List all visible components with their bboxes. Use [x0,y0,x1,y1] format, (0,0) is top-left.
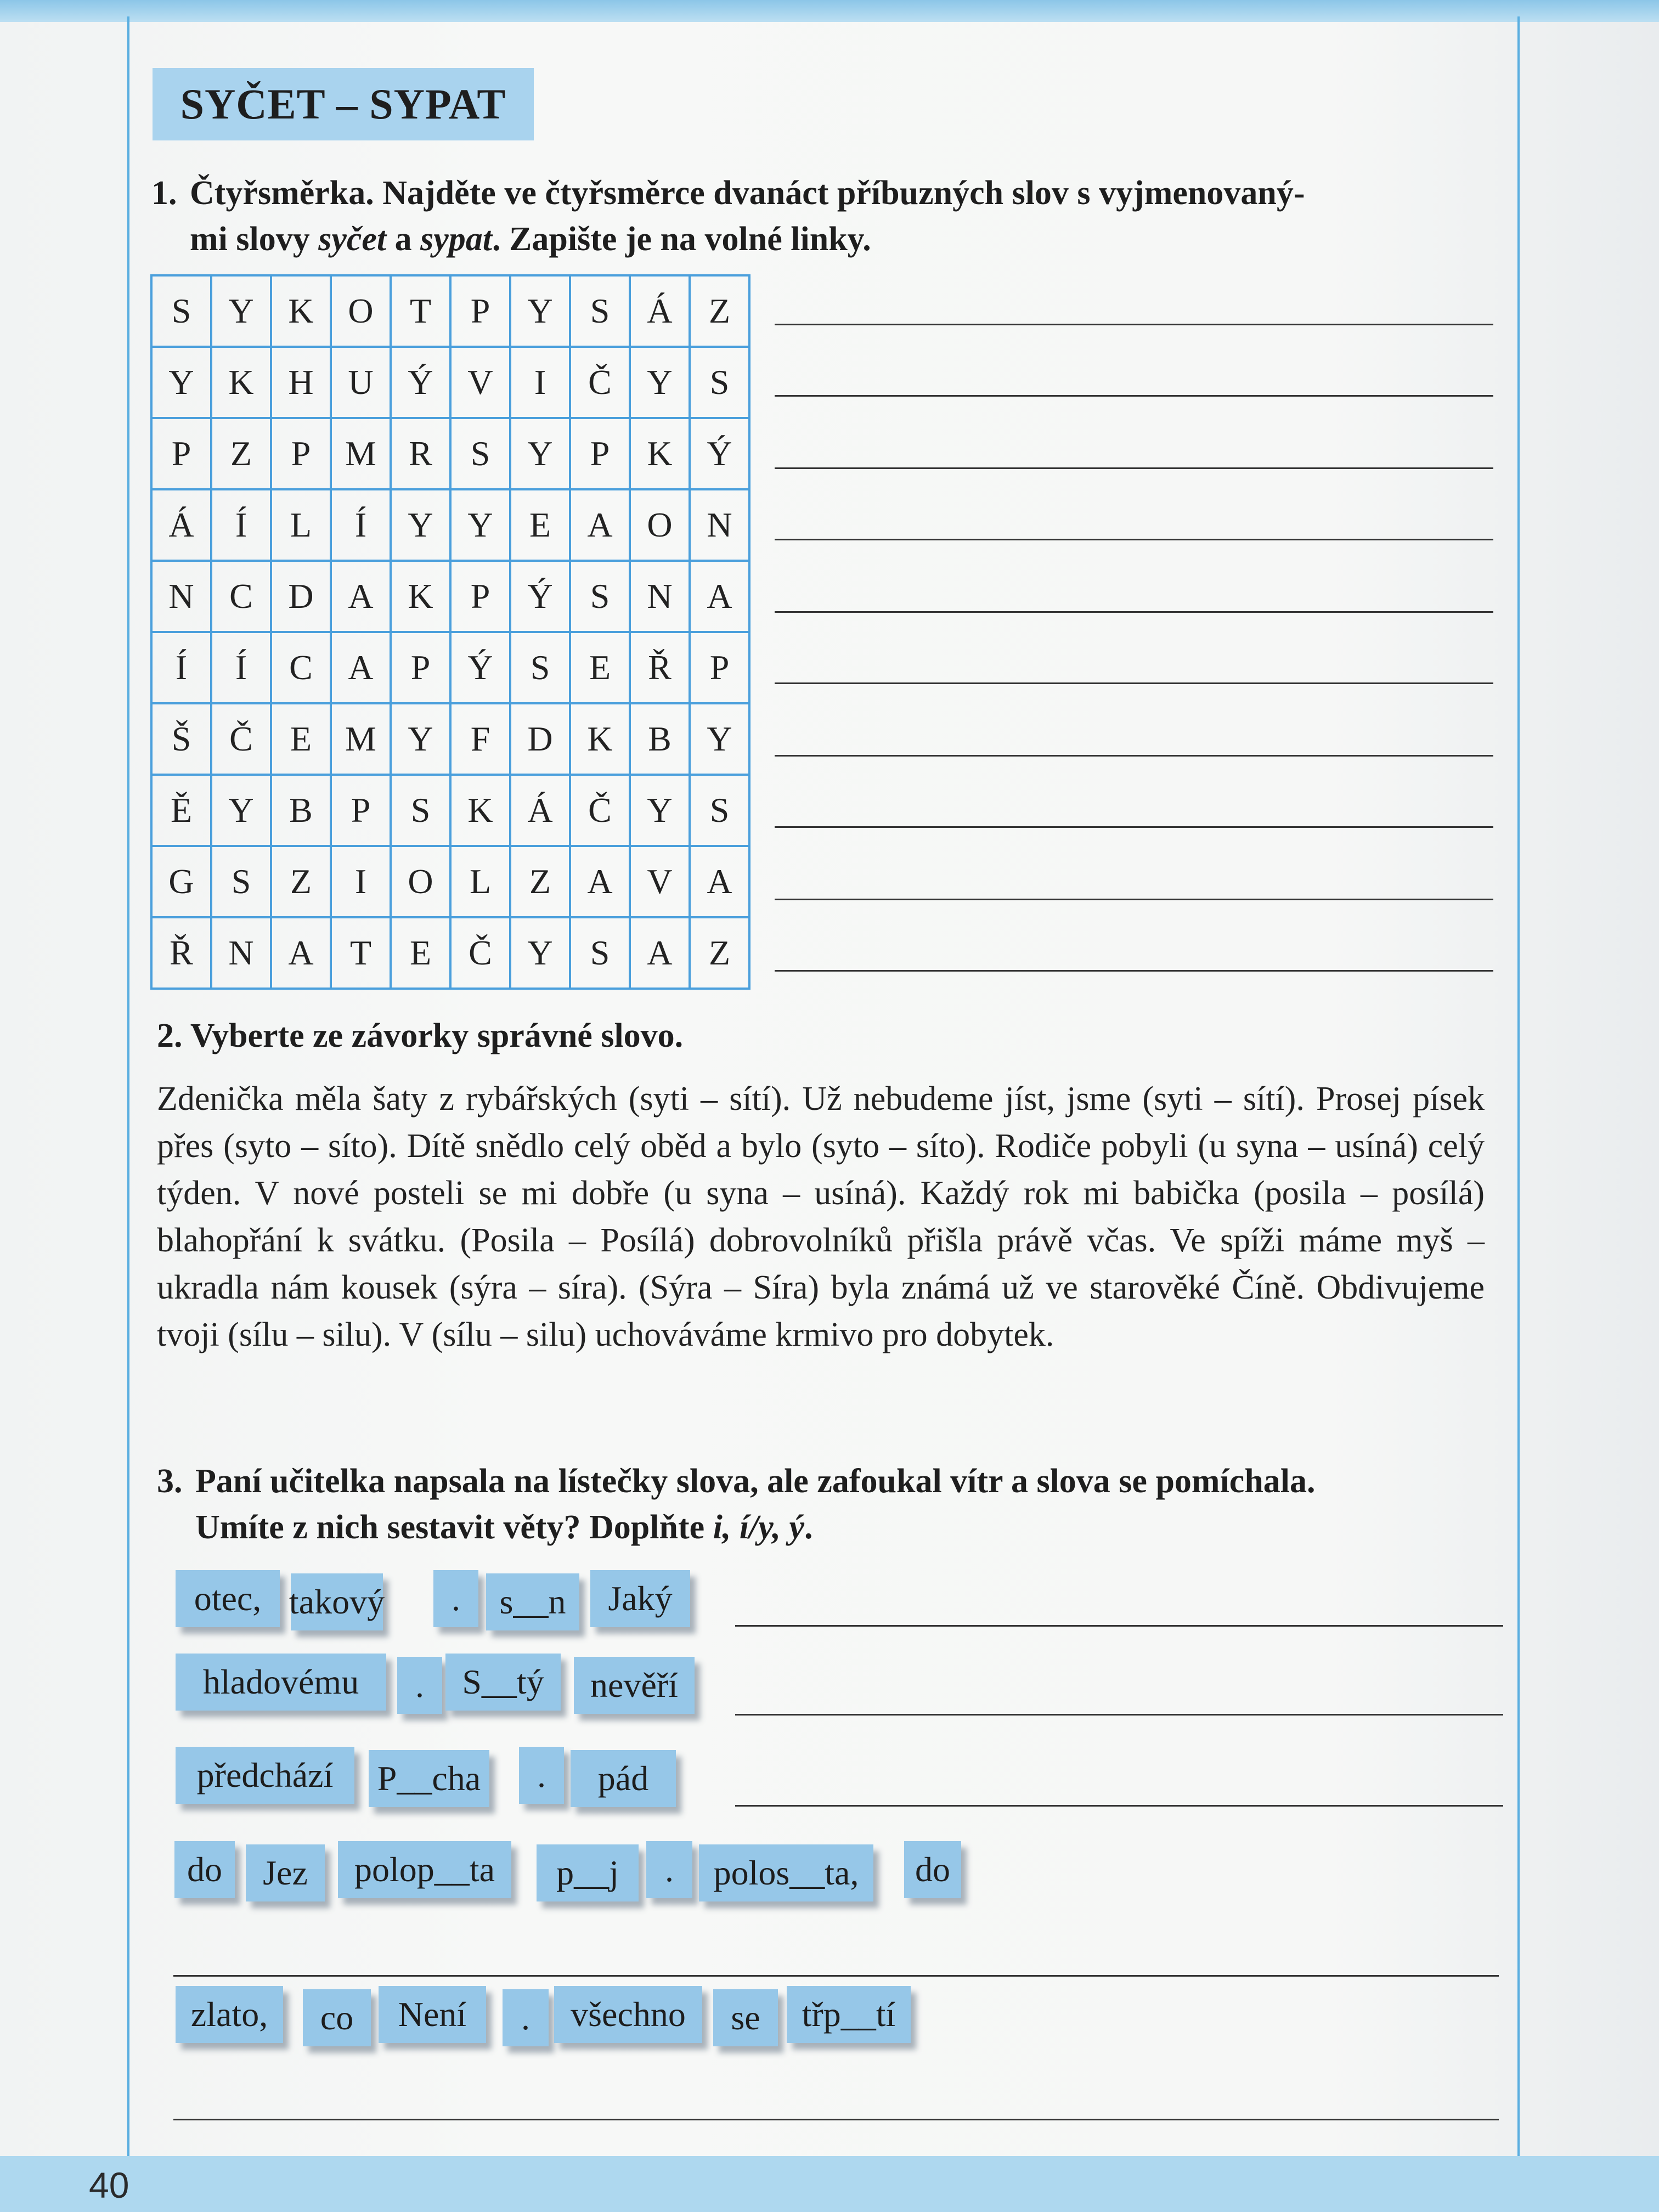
grid-cell: Y [511,419,571,490]
top-header-strip [0,0,1659,22]
grid-cell: L [452,847,511,918]
grid-cell: Y [212,276,272,348]
grid-cell: A [332,562,392,633]
grid-cell: A [272,918,332,990]
grid-cell: O [392,847,452,918]
grid-cell: E [392,918,452,990]
word-card[interactable]: . [397,1657,442,1714]
grid-cell: Š [153,704,212,776]
grid-cell: A [332,633,392,704]
grid-cell: P [332,776,392,847]
right-margin-line [1517,16,1520,2189]
word-card[interactable]: polos__ta, [699,1844,873,1901]
answer-line[interactable] [775,324,1493,325]
word-sycet: syčet [318,221,387,258]
grid-cell: G [153,847,212,918]
grid-cell: K [212,348,272,419]
grid-cell: I [332,847,392,918]
word-card[interactable]: co [303,1989,371,2046]
grid-cell: R [392,419,452,490]
grid-cell: A [571,490,631,562]
grid-cell: C [212,562,272,633]
word-card[interactable]: zlato, [176,1986,283,2043]
grid-cell: Á [153,490,212,562]
grid-cell: N [153,562,212,633]
grid-cell: Č [452,918,511,990]
grid-cell: H [272,348,332,419]
grid-cell: P [272,419,332,490]
section-title: SYČET – SYPAT [180,80,506,128]
task-3-text-line1: Paní učitelka napsala na lístečky slova, ale zafoukal vítr a slova se pomíchala. [195,1463,1316,1500]
word-card[interactable]: s__n [486,1573,579,1630]
grid-cell: S [571,918,631,990]
word-card[interactable]: P__cha [369,1750,489,1807]
answer-line[interactable] [775,467,1493,469]
grid-cell: Y [392,490,452,562]
grid-cell: S [511,633,571,704]
answer-line[interactable] [775,755,1493,757]
grid-cell: Ý [511,562,571,633]
grid-cell: M [332,419,392,490]
grid-cell: B [272,776,332,847]
grid-cell: P [452,276,511,348]
word-card[interactable]: předchází [176,1747,354,1804]
task-3-heading [157,1458,1517,1550]
task-1-text-part: a [386,221,421,258]
grid-cell: P [452,562,511,633]
task-3-text-part: . [804,1509,813,1546]
grid-cell: Z [691,276,751,348]
word-sypat: sypat [420,221,493,258]
grid-cell: K [272,276,332,348]
grid-cell: V [631,847,691,918]
grid-cell: D [511,704,571,776]
grid-cell: E [272,704,332,776]
grid-cell: K [452,776,511,847]
grid-cell: L [272,490,332,562]
answer-line[interactable] [775,970,1493,972]
grid-cell: S [392,776,452,847]
grid-cell: Y [153,348,212,419]
task-1-text-part: . Zapište je na volné linky. [492,221,871,258]
bottom-band [0,2156,1659,2212]
grid-cell: P [571,419,631,490]
grid-cell: I [511,348,571,419]
word-card[interactable]: Jaký [590,1570,690,1627]
grid-cell: S [153,276,212,348]
task-2-paragraph: Zdenička měla šaty z rybářských (syti – sítí). Už nebudeme jíst, jsme (syti – sítí). Prosej písek přes (syto – síto). Dítě snědlo celý oběd a bylo (syto – síto). Rodiče pobyli (u syna – usíná) celý týden. V nové posteli se mi dobře (u syna – usíná). Každý rok mi babička (posila – posílá) blahopřání k svátku. (Posila – Posílá) dobrovolníků přišla právě včas. Ve spíži máme myš – ukradla nám kousek (sýra – síra). (Sýra – Síra) byla známá už ve starověké Číně. Obdivujeme tvoji (sílu – silu). V (sílu – silu) uchováváme krmivo pro dobytek. [157,1080,1485,1353]
grid-cell: Á [511,776,571,847]
grid-cell: A [691,847,751,918]
section-title-box [153,68,534,140]
word-card[interactable]: všechno [554,1986,702,2043]
grid-cell: Y [631,776,691,847]
answer-line[interactable] [775,611,1493,613]
grid-cell: Č [212,704,272,776]
word-card[interactable]: třp__tí [787,1986,911,2043]
word-card[interactable]: polop__ta [338,1841,511,1898]
grid-cell: S [452,419,511,490]
grid-cell: K [392,562,452,633]
grid-cell: Č [571,348,631,419]
grid-cell: S [691,348,751,419]
word-card[interactable]: . [519,1747,564,1804]
grid-cell: M [332,704,392,776]
sentence-answer-line[interactable] [735,1714,1503,1716]
grid-cell: S [571,276,631,348]
word-card[interactable]: . [433,1570,478,1627]
grid-cell: S [571,562,631,633]
task-1-text-part: mi slovy [190,221,319,258]
grid-cell: N [212,918,272,990]
task-1-number: 1. [151,174,177,212]
grid-cell: Ř [153,918,212,990]
sentence-answer-line[interactable] [735,1805,1503,1807]
grid-cell: O [631,490,691,562]
sentence-answer-line[interactable] [173,1975,1499,1977]
grid-cell: Á [631,276,691,348]
grid-cell: T [392,276,452,348]
word-card[interactable]: do [174,1841,235,1898]
word-card[interactable]: Jez [246,1844,325,1901]
grid-cell: Z [511,847,571,918]
word-card[interactable]: se [713,1989,778,2046]
answer-line[interactable] [775,682,1493,684]
word-card[interactable]: . [503,1989,549,2046]
grid-cell: Y [511,276,571,348]
sentence-answer-line[interactable] [735,1625,1503,1627]
grid-cell: Y [452,490,511,562]
word-card[interactable]: otec, [176,1570,280,1627]
task-3-number: 3. [157,1463,183,1500]
grid-cell: Y [631,348,691,419]
grid-cell: Z [691,918,751,990]
page-number: 40 [89,2165,129,2205]
letters-hint: i, í/y, ý [713,1509,805,1546]
grid-cell: E [511,490,571,562]
grid-cell: Í [212,633,272,704]
grid-cell: P [691,633,751,704]
task-1-text-line2 [151,216,1512,262]
grid-cell: E [571,633,631,704]
grid-cell: Ř [631,633,691,704]
grid-cell: A [631,918,691,990]
answer-line[interactable] [775,395,1493,397]
grid-cell: S [212,847,272,918]
grid-cell: Ě [153,776,212,847]
grid-cell: N [631,562,691,633]
grid-cell: Z [272,847,332,918]
task-3-text-part: Umíte z nich sestavit věty? Doplňte [195,1509,713,1546]
left-margin-line [127,16,129,2189]
grid-cell: F [452,704,511,776]
task-3-text-line2 [157,1504,1517,1550]
grid-cell: N [691,490,751,562]
grid-cell: O [332,276,392,348]
grid-cell: Z [212,419,272,490]
word-card[interactable]: nevěří [574,1657,695,1714]
grid-cell: P [153,419,212,490]
word-card[interactable]: pád [571,1750,676,1807]
grid-cell: Í [153,633,212,704]
word-card[interactable]: takový [291,1573,383,1630]
answer-line[interactable] [775,539,1493,540]
grid-cell: A [691,562,751,633]
grid-cell: Y [212,776,272,847]
word-search-grid [150,274,751,990]
word-card[interactable]: Není [379,1986,486,2043]
grid-cell: Y [511,918,571,990]
grid-cell: T [332,918,392,990]
grid-cell: Ý [452,633,511,704]
grid-cell: P [392,633,452,704]
grid-cell: Ý [691,419,751,490]
task-1-heading [151,170,1512,262]
grid-cell: K [571,704,631,776]
word-card[interactable]: p__j [537,1844,639,1901]
word-card[interactable]: . [646,1841,692,1898]
grid-cell: B [631,704,691,776]
task-2-heading: 2. Vyberte ze závorky správné slovo. [157,1017,684,1054]
grid-cell: Y [392,704,452,776]
grid-cell: V [452,348,511,419]
grid-cell: Č [571,776,631,847]
word-card[interactable]: hladovému [176,1654,386,1711]
grid-cell: S [691,776,751,847]
answer-line[interactable] [775,899,1493,900]
grid-cell: Ý [392,348,452,419]
grid-cell: D [272,562,332,633]
answer-line[interactable] [775,826,1493,828]
grid-cell: U [332,348,392,419]
grid-cell: Y [691,704,751,776]
sentence-answer-line[interactable] [173,2119,1499,2120]
grid-cell: Í [332,490,392,562]
grid-cell: Í [212,490,272,562]
word-card[interactable]: S__tý [445,1654,561,1711]
grid-cell: K [631,419,691,490]
grid-cell: A [571,847,631,918]
grid-cell: C [272,633,332,704]
word-card[interactable]: do [904,1841,961,1898]
task-1-text-line1: Čtyřsměrka. Najděte ve čtyřsměrce dvanáct příbuzných slov s vyjmenovaný- [190,174,1305,212]
